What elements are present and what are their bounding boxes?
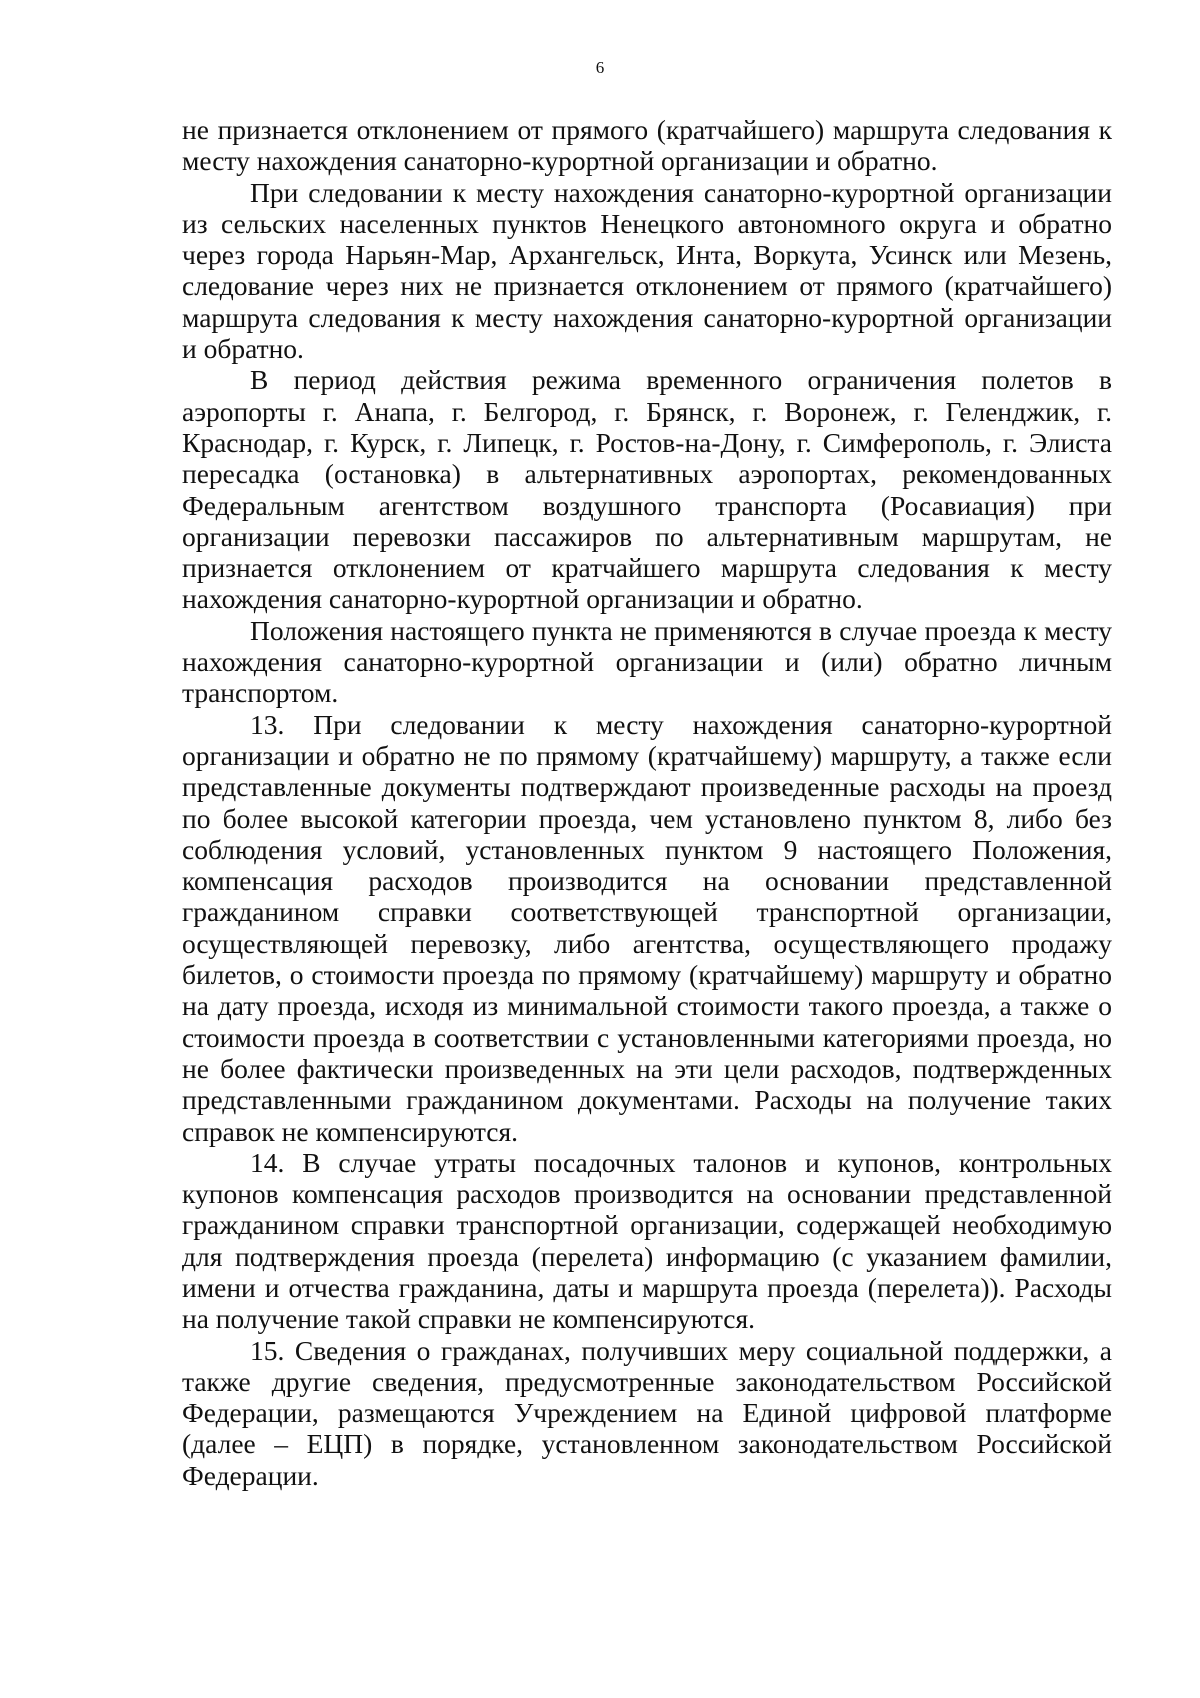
paragraph-flight-restrictions: В период действия режима временного ограничения полетов в аэропорты г. Анапа, г. Белгород, г. Брянск, г. Воронеж, г. Геленджик, г. Краснодар, г. Курск, г. Липецк, г. Ростов-на-Дону, г. Симферополь, г. Элиста пересадка (остановка) в альтернативных аэропортах, рекомендованных Федеральным агентством воздушного транспорта (Росавиация) при организации перевозки пассажиров по альтернативным маршрутам, не признается отклонением от кратчайшего маршрута следования к месту нахождения санаторно-курортной организации и обратно. <box>182 364 1112 615</box>
clause-14: 14. В случае утраты посадочных талонов и купонов, контрольных купонов компенсация расходов производится на основании представленной гражданином справки транспортной организации, содержащей необходимую для подтверждения проезда (перелета) информацию (с указанием фамилии, имени и отчества гражданина, даты и маршрута проезда (перелета)). Расходы на получение такой справки не компенсируются. <box>182 1146 1112 1335</box>
paragraph-personal-transport: Положения настоящего пункта не применяются в случае проезда к месту нахождения санаторно-курортной организации и (или) обратно личным транспортом. <box>182 614 1112 709</box>
paragraph-nenets-route: При следовании к месту нахождения санаторно-курортной организации из сельских населенных пунктов Ненецкого автономного округа и обратно через города Нарьян-Мар, Архангельск, Инта, Воркута, Усинск или Мезень, следование через них не признается отклонением от прямого (кратчайшего) маршрута следования к месту нахождения санаторно-курортной организации и обратно. <box>182 176 1112 365</box>
clause-13: 13. При следовании к месту нахождения санаторно-курортной организации и обратно не по прямому (кратчайшему) маршруту, а также если представленные документы подтверждают произведенные расходы на проезд по более высокой категории проезда, чем установлено пунктом 8, либо без соблюдения условий, установленных пунктом 9 настоящего Положения, компенсация расходов производится на основании представленной гражданином справки соответствующей транспортной организации, осуществляющей перевозку, либо агентства, осуществляющего продажу билетов, о стоимости проезда по прямому (кратчайшему) маршруту и обратно на дату проезда, исходя из минимальной стоимости такого проезда, а также о стоимости проезда в соответствии с установленными категориями проезда, но не более фактически произведенных на эти цели расходов, подтвержденных представленными гражданином документами. Расходы на получение таких справок не компенсируются. <box>182 708 1112 1147</box>
paragraph-continuation: не признается отклонением от прямого (кратчайшего) маршрута следования к месту нахождения санаторно-курортной организации и обратно. <box>182 114 1112 177</box>
page-number: 6 <box>595 58 605 77</box>
document-body <box>182 114 1112 1491</box>
clause-15: 15. Сведения о гражданах, получивших меру социальной поддержки, а также другие сведения, предусмотренные законодательством Российской Федерации, размещаются Учреждением на Единой цифровой платформе (далее – ЕЦП) в порядке, установленном законодательством Российской Федерации. <box>182 1334 1112 1491</box>
